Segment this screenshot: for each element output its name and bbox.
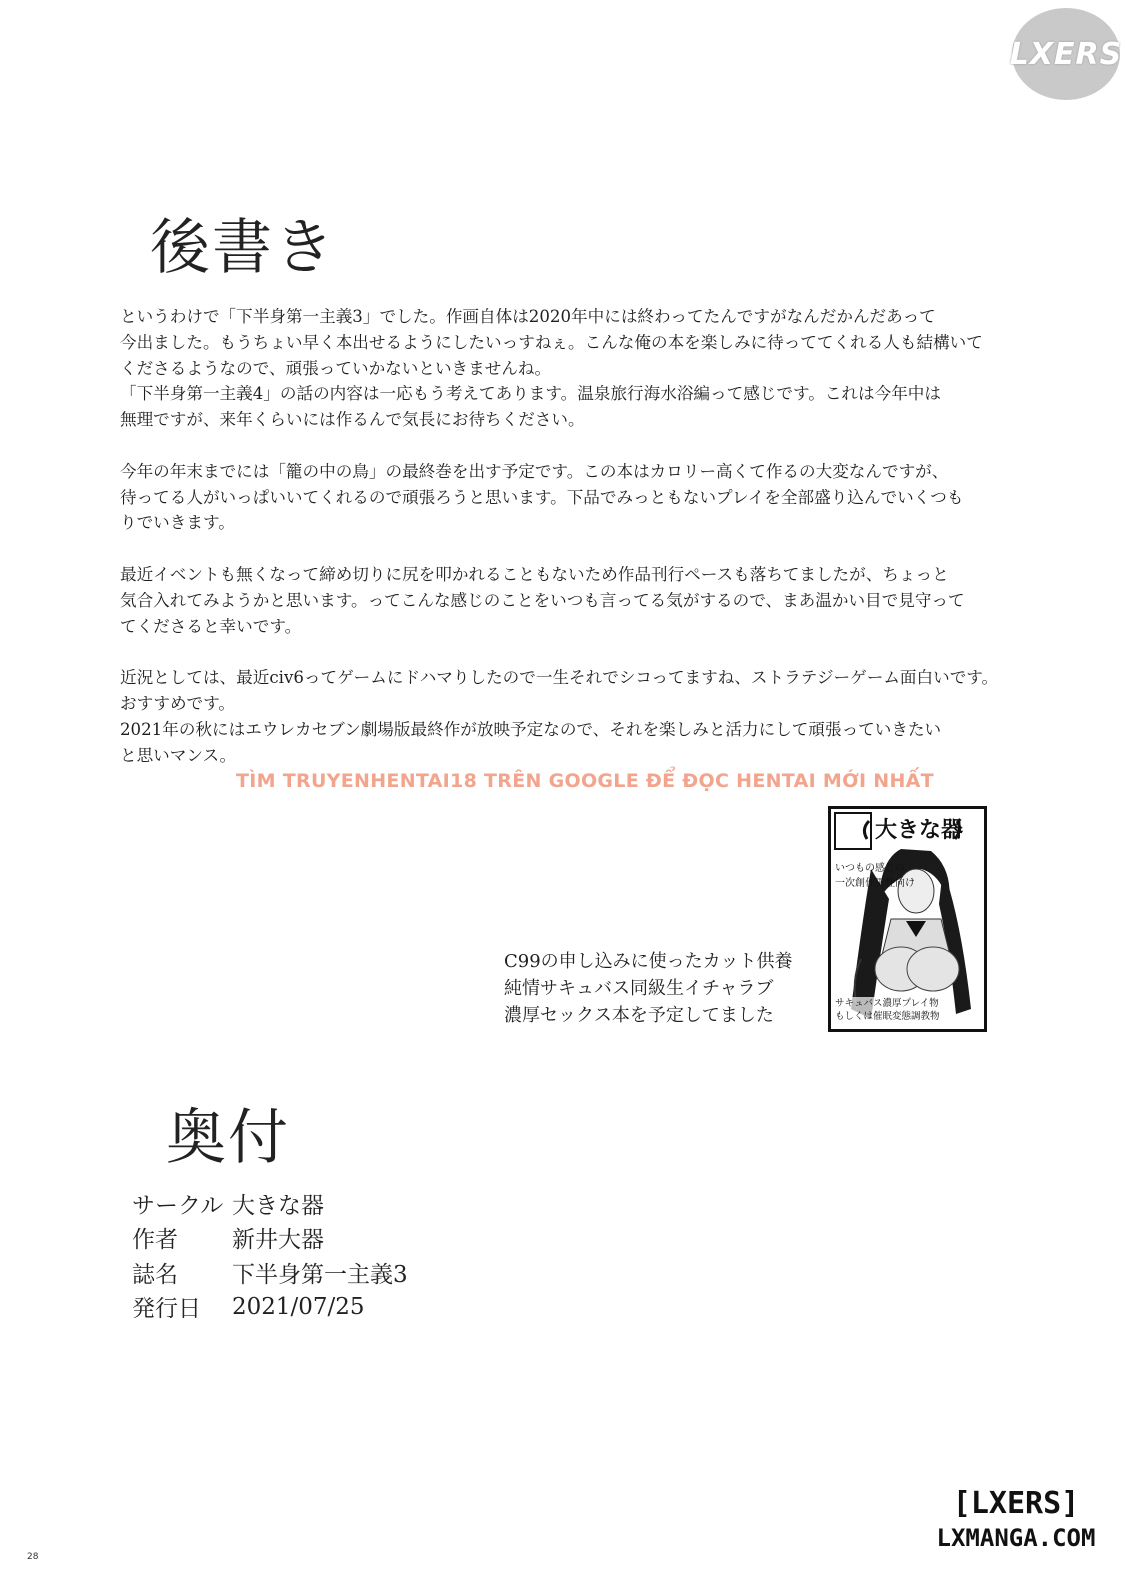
colophon-row	[132, 1290, 408, 1325]
colophon-value: 下半身第一主義3	[232, 1261, 408, 1288]
text-line: おすすめです。	[120, 693, 235, 713]
text-line: というわけで「下半身第一主義3」でした。作画自体は2020年中には終わってたんですがなんだかんだあって	[120, 307, 936, 326]
colophon-label: 発行日	[132, 1296, 201, 1323]
afterword-title: 後書き	[150, 213, 336, 283]
promo-watermark: TÌM TRUYENHENTAI18 TRÊN GOOGLE ĐỂ ĐỌC HENTAI MỚI NHẤT	[236, 770, 934, 792]
cover-sub-line: 一次創作男性向け	[835, 878, 915, 889]
colophon-label: サークル	[132, 1192, 224, 1219]
text-line: 待ってる人がいっぱいいてくれるので頑張ろうと思います。下品でみっともないプレイを全部盛り込んでいくつも	[120, 487, 964, 507]
text-line: 無理ですが、来年くらいには作るんで気長にお待ちください。	[120, 410, 585, 430]
lxers-logo-text: LXERS	[1009, 36, 1123, 72]
text-line: 今年の年末までには「籠の中の鳥」の最終巻を出す予定です。この本はカロリー高くて作るの大変なんですが、	[120, 461, 949, 481]
circle-cut-image	[828, 806, 987, 1032]
afterword-paragraph	[120, 562, 1020, 639]
colophon-table	[132, 1186, 408, 1324]
caption-line: C99の申し込みに使ったカット供養	[504, 951, 793, 972]
colophon-row	[132, 1255, 408, 1290]
colophon-label: 誌名	[132, 1261, 178, 1288]
colophon-value: 2021/07/25	[232, 1293, 365, 1320]
caption-line: 濃厚セックス本を予定してました	[504, 1005, 774, 1026]
cover-foot-line: もしくは催眠変態調教物	[835, 1011, 940, 1022]
colophon-row	[132, 1221, 408, 1256]
cover-footnote	[835, 997, 940, 1023]
afterword-paragraph	[120, 665, 1020, 768]
text-line: 「下半身第一主義4」の話の内容は一応もう考えてあります。温泉旅行海水浴編って感じです。これは今年中は	[120, 384, 941, 404]
colophon-value: 大きな器	[232, 1192, 324, 1219]
image-caption	[504, 948, 793, 1029]
text-line: 気合入れてみようかと思います。ってこんな感じのことをいつも言ってる気がするので、まあ温かい目で見守って	[120, 590, 965, 610]
cover-box	[834, 812, 872, 850]
site-watermark-line1: [LXERS]	[952, 1486, 1080, 1521]
text-line: てくださると幸いです。	[120, 616, 302, 636]
cover-foot-line: サキュバス濃厚プレイ物	[835, 998, 939, 1009]
afterword-paragraph	[120, 304, 1020, 433]
site-watermark-line2: LXMANGA.COM	[936, 1524, 1096, 1552]
caption-line: 純情サキュバス同級生イチャラブ	[504, 978, 774, 999]
site-watermark	[926, 1486, 1106, 1554]
cover-sub-line: いつもの感じの	[835, 863, 905, 874]
colophon-value: 新井大器	[232, 1227, 324, 1254]
colophon-label: 作者	[132, 1227, 178, 1254]
text-line: 今出ました。もうちょい早く本出せるようにしたいっすねぇ。こんな俺の本を楽しみに待っててくれる人も結構いて	[120, 332, 983, 352]
cover-subtitle	[835, 861, 915, 891]
page-number: 28	[27, 1552, 39, 1562]
text-line: 最近イベントも無くなって締め切りに尻を叩かれることもないため作品刊行ペースも落ちてましたが、ちょっと	[120, 564, 949, 584]
afterword-paragraph	[120, 459, 1020, 536]
afterword-body	[120, 304, 1020, 794]
cover-title: 大きな器	[875, 818, 964, 843]
text-line: 2021年の秋にはエウレカセブン劇場版最終作が放映予定なので、それを楽しみと活力にして頑張っていきたい	[120, 719, 942, 739]
text-line: と思いマンス。	[120, 745, 237, 765]
text-line: りでいきます。	[120, 513, 235, 533]
text-line: 近況としては、最近civ6ってゲームにドハマりしたので一生それでシコってますね、ストラテジーゲーム面白いです。	[120, 668, 999, 688]
lxers-logo	[1009, 8, 1123, 100]
colophon-title: 奥付	[166, 1103, 290, 1173]
text-line: くださるようなので、頑張っていかないといきませんね。	[120, 358, 552, 378]
colophon-row	[132, 1186, 408, 1221]
